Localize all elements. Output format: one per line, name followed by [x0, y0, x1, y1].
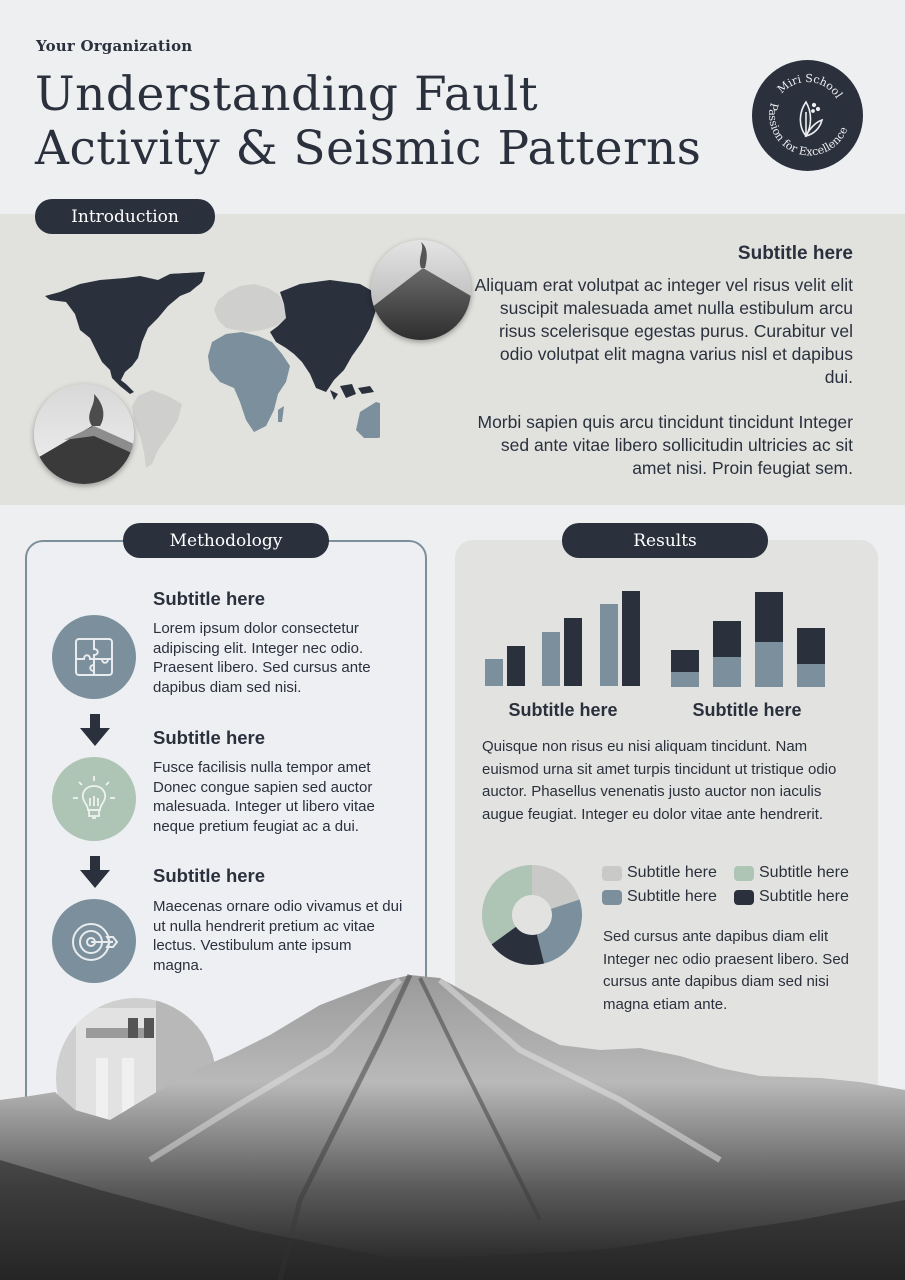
legend-item	[602, 888, 720, 906]
leaf-icon	[800, 102, 822, 136]
chart-2-label: Subtitle here	[692, 700, 802, 720]
introduction-label: Introduction	[35, 199, 215, 234]
map-australia	[356, 402, 380, 438]
step-1-title: Subtitle here	[153, 588, 266, 609]
legend-swatch	[602, 890, 622, 905]
bar-segment	[797, 664, 825, 687]
target-icon	[69, 916, 119, 966]
lightbulb-icon	[69, 774, 119, 824]
legend-item	[734, 864, 849, 882]
legend-swatch	[734, 866, 754, 881]
donut-description: Sed cursus ante dapibus diam elit Integer nec odio praesent libero. Sed cursus ante dapibus diam sed nisi magna etiam ante.	[603, 928, 849, 1013]
volcano-photo-top	[371, 240, 471, 340]
badge-top-text: Miri School	[774, 71, 846, 101]
donut-chart	[482, 865, 582, 965]
school-badge	[752, 60, 863, 171]
step-1-icon-circle	[52, 615, 136, 699]
bar-segment	[755, 642, 783, 687]
bar	[507, 646, 525, 686]
step-2-title: Subtitle here	[153, 727, 266, 748]
chart-1-label: Subtitle here	[508, 700, 618, 720]
legend-swatch	[602, 866, 622, 881]
legend-item	[602, 864, 720, 882]
legend-item	[734, 888, 849, 906]
bar	[485, 659, 503, 686]
organization-name: Your Organization	[36, 37, 193, 55]
mountain-image	[0, 960, 905, 1280]
badge-graphic	[752, 60, 863, 171]
map-europe	[214, 284, 286, 332]
step-3-text: Maecenas ornare odio vivamus et dui ut nulla hendrerit pretium ac vitae lectus. Vestibulum ante ipsum magna.	[153, 898, 403, 974]
puzzle-icon	[72, 635, 116, 679]
results-label: Results	[562, 523, 768, 558]
legend-label: Subtitle here	[627, 888, 717, 905]
bar	[542, 632, 560, 686]
introduction-subtitle: Subtitle here	[737, 243, 853, 264]
step-3-title: Subtitle here	[153, 865, 266, 886]
volcano-photo-bottom	[34, 384, 134, 484]
legend-swatch	[734, 890, 754, 905]
introduction-paragraph-1: Aliquam erat volutpat ac integer vel risus velit elit suscipit malesuada amet nulla estibulum arcu risus scelerisque egestas purus. Curabitur vel odio volutpat elit magna varius nisl et dapibus dui.	[474, 275, 853, 387]
step-2-icon-circle	[52, 757, 136, 841]
title-line-2: Activity & Seismic Patterns	[35, 121, 702, 176]
arrow-down-icon	[80, 714, 110, 746]
bar	[564, 618, 582, 686]
legend-label: Subtitle here	[759, 864, 849, 881]
bar	[600, 604, 618, 686]
introduction-text	[473, 242, 853, 502]
legend-label: Subtitle here	[627, 864, 717, 881]
methodology-label: Methodology	[123, 523, 329, 558]
introduction-paragraph-2: Morbi sapien quis arcu tincidunt tincidunt Integer sed ante vitae libero sollicitudin ultricies ac sit amet nisi. Proin feugiat sem.	[477, 412, 853, 478]
badge-bottom-text: Passion for Excellence	[765, 101, 851, 159]
step-1-text: Lorem ipsum dolor consectetur adipiscing elit. Integer nec odio. Praesent libero. Sed cursus ante dapibus diam sed nisi.	[153, 620, 371, 696]
bar-segment	[671, 672, 699, 687]
bar	[622, 591, 640, 686]
page-title	[35, 68, 701, 176]
map-africa	[208, 332, 290, 432]
title-line-1: Understanding Fault	[35, 67, 539, 122]
arrow-down-icon	[80, 856, 110, 888]
legend-label: Subtitle here	[759, 888, 849, 905]
bar-segment	[713, 657, 741, 687]
grouped-bar-chart	[485, 586, 645, 686]
map-south-america	[132, 390, 182, 468]
svg-text:Miri School	[775, 72, 846, 101]
results-paragraph: Quisque non risus eu nisi aliquam tincidunt. Nam euismod urna sit amet turpis tincidunt ut tristique odio auctor. Phasellus venenatis justo auctor non iaculis augue feugiat. Integer eu dolor vitae ante hendrerit.	[482, 738, 837, 823]
step-2-text: Fusce facilisis nulla tempor amet Donec congue sapien sed auctor malesuada. Integer ut libero vitae neque pretium feugiat ac a dui.	[153, 759, 375, 835]
donut-legend	[602, 864, 862, 906]
stacked-bar-chart	[671, 586, 831, 687]
